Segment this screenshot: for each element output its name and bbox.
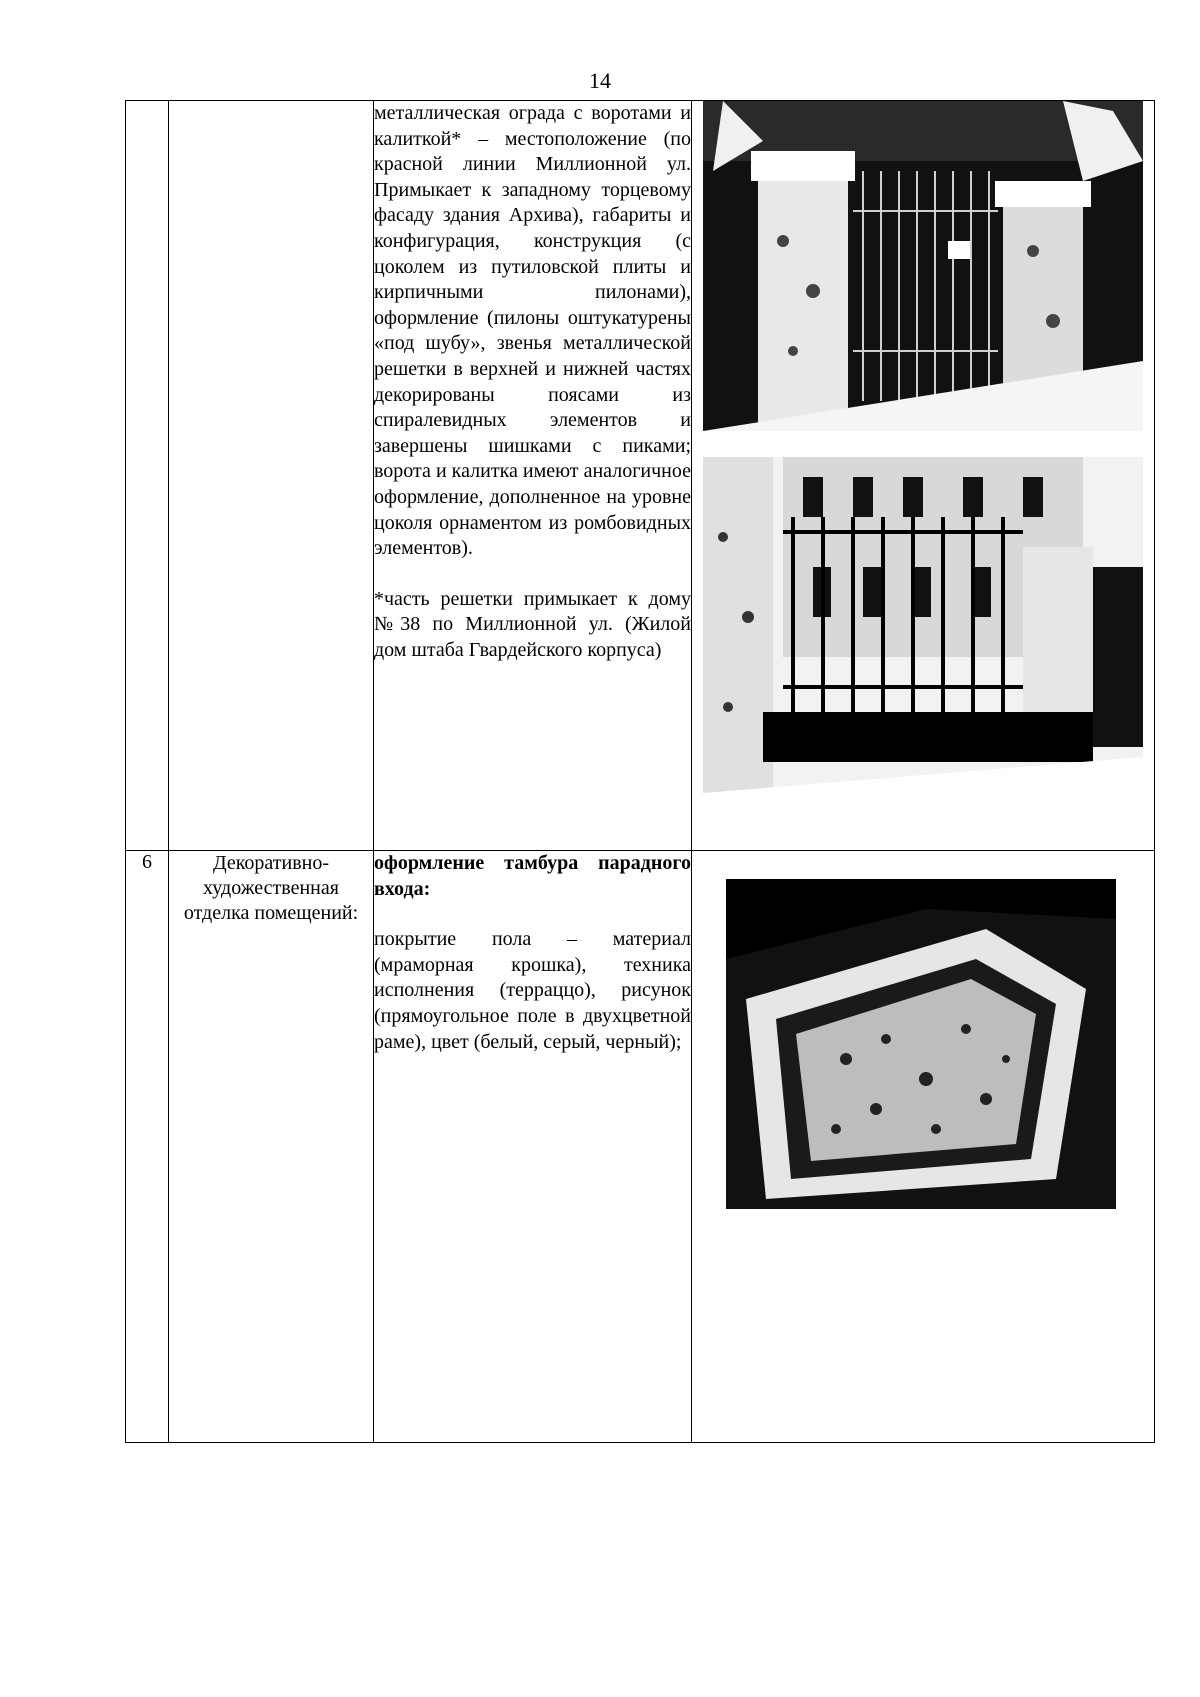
row-photo-cell	[692, 101, 1155, 851]
fence-description: металлическая ограда с воротами и калиткой* – местоположение (по красной линии Миллионной ул. Примыкает к западному торцевому фасаду здания Архива), габариты и конфигурация, конструкция (с цоколем из путиловской плиты и кирпичными пилонами), оформление (пилоны оштукатурены «под шубу», звенья металлической решетки в верхней и нижней частях декорированы поясами из спиралевидных элементов и завершены шишками с пиками; ворота и калитка имеют аналогичное оформление, дополненное на уровне цоколя орнаментом из ромбовидных элементов).	[374, 102, 691, 560]
table-row	[126, 851, 1155, 1443]
fence-gate-photo	[703, 101, 1143, 431]
fence-detail-photo	[703, 457, 1143, 793]
vestibule-floor-photo	[726, 879, 1116, 1209]
section-heading: оформление тамбура парадного входа:	[374, 852, 691, 900]
row-description-cell	[374, 851, 692, 1443]
row-number-cell: 6	[126, 851, 169, 1443]
row-name-cell: Декоративно-художественная отделка помещений:	[169, 851, 374, 1443]
row-description-cell	[374, 101, 692, 851]
row-number-cell	[126, 101, 169, 851]
table-row	[126, 101, 1155, 851]
row-name-cell	[169, 101, 374, 851]
page-number: 14	[589, 68, 611, 93]
fence-footnote: *часть решетки примыкает к дому №38 по Миллионной ул. (Жилой дом штаба Гвардейского корпуса)	[374, 587, 691, 661]
row-photo-cell	[692, 851, 1155, 1443]
monument-subject-table	[125, 100, 1155, 1443]
floor-description: покрытие пола – материал (мраморная крошка), техника исполнения (терраццо), рисунок (прямоугольное поле в двухцветной раме), цвет (белый, серый, черный);	[374, 928, 691, 1053]
